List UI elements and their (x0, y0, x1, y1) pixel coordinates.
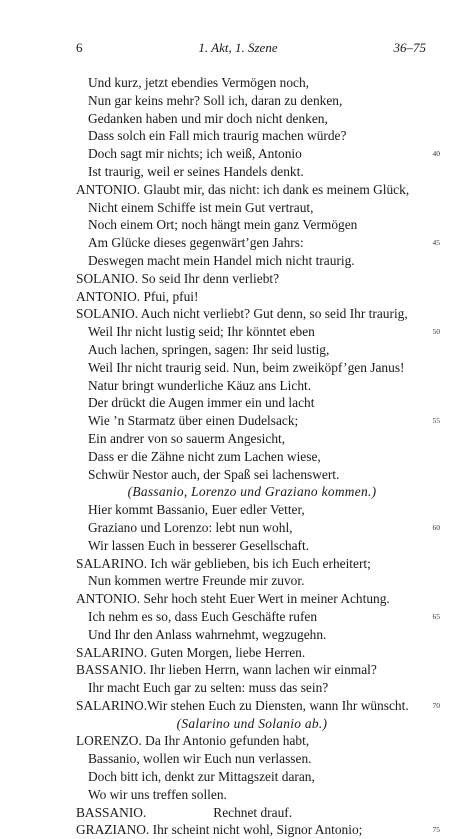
verse-line (76, 572, 428, 590)
line-text: Am Glücke dieses gegenwärt’gen Jahrs: (88, 235, 304, 251)
line-text: Doch bitt ich, denkt zur Mittagszeit daran, (88, 769, 315, 785)
line-text: Bassanio, wollen wir Euch nun verlassen. (88, 751, 312, 767)
play-text (76, 74, 440, 839)
line-text: (Salarino und Solanio ab.) (176, 715, 328, 731)
verse-line (76, 750, 428, 768)
line-text: Noch einem Ort; noch hängt mein ganz Vermögen (88, 217, 358, 233)
verse-line (76, 110, 428, 128)
line-text: Und kurz, jetzt ebendies Vermögen noch, (88, 75, 310, 90)
line-text: Deswegen macht mein Handel mich nicht traurig. (88, 252, 355, 268)
line-text: Dass er die Zähne nicht zum Lachen wiese, (88, 448, 321, 464)
line-text: Der drückt die Augen immer ein und lacht (88, 395, 315, 411)
stage-direction (76, 715, 428, 733)
line-number: 55 (432, 416, 440, 426)
line-text: Nun kommen wertre Freunde mir zuvor. (88, 573, 305, 589)
verse-line (76, 626, 428, 644)
verse-line (76, 199, 428, 217)
stage-direction (76, 483, 428, 501)
verse-line (76, 127, 428, 145)
line-text: BASSANIO. Rechnet drauf. (76, 804, 293, 820)
line-text: Doch sagt mir nichts; ich weiß, Antonio (88, 146, 302, 162)
verse-line (76, 821, 440, 839)
line-text: Wir lassen Euch in besserer Gesellschaft. (88, 537, 310, 553)
line-text: Weil Ihr nicht lustig seid; Ihr könntet eben (88, 324, 315, 340)
verse-line (76, 412, 440, 430)
line-text: Schwür Nestor auch, der Spaß sei lachenswert. (88, 466, 340, 482)
verse-line (76, 590, 428, 608)
line-number: 70 (432, 700, 440, 710)
verse-line (76, 181, 428, 199)
line-text: (Bassanio, Lorenzo und Graziano kommen.) (127, 484, 377, 500)
line-text: Wo wir uns treffen sollen. (88, 786, 227, 802)
line-text: Ihr macht Euch gar zu selten: muss das sein? (88, 680, 329, 696)
verse-line (76, 804, 428, 822)
verse-line (76, 270, 428, 288)
line-text: Gedanken haben und mir doch nicht denken, (88, 110, 328, 126)
verse-range: 36–75 (393, 40, 426, 55)
line-text: Hier kommt Bassanio, Euer edler Vetter, (88, 502, 305, 518)
verse-line (76, 501, 428, 519)
verse-line (76, 519, 440, 537)
verse-line (76, 608, 440, 626)
verse-line (76, 305, 428, 323)
line-text: Ein andrer von so sauerm Angesicht, (88, 430, 286, 446)
line-text: Auch lachen, springen, sagen: Ihr seid lustig, (88, 341, 330, 357)
line-number: 40 (432, 149, 440, 159)
line-text: Natur bringt wunderliche Käuz ans Licht. (88, 377, 312, 393)
line-text: BASSANIO. Ihr lieben Herrn, wann lachen wir einmal? (76, 662, 377, 678)
verse-line (76, 341, 428, 359)
line-text: Nicht einem Schiffe ist mein Gut vertraut, (88, 199, 314, 215)
verse-line (76, 555, 428, 573)
line-text: Weil Ihr nicht traurig seid. Nun, beim zweiköpf’gen Janus! (88, 359, 405, 375)
verse-line (76, 732, 428, 750)
line-text: SOLANIO. Auch nicht verliebt? Gut denn, so seid Ihr traurig, (76, 306, 408, 322)
verse-line (76, 430, 428, 448)
line-text: LORENZO. Da Ihr Antonio gefunden habt, (76, 733, 310, 749)
verse-line (76, 537, 428, 555)
verse-line (76, 377, 428, 395)
verse-line (76, 234, 440, 252)
act-scene-title: 1. Akt, 1. Szene (198, 40, 278, 55)
verse-line (76, 644, 428, 662)
line-number: 65 (432, 611, 440, 621)
line-text: Nun gar keins mehr? Soll ich, daran zu denken, (88, 92, 343, 108)
line-number: 75 (432, 825, 440, 835)
line-text: Ist traurig, weil er seines Handels denkt. (88, 163, 304, 179)
line-text: ANTONIO. Glaubt mir, das nicht: ich dank es meinem Glück, (76, 181, 410, 197)
verse-line (76, 394, 428, 412)
line-text: Wie ’n Starmatz über einen Dudelsack; (88, 413, 299, 429)
line-text: Graziano und Lorenzo: lebt nun wohl, (88, 519, 293, 535)
line-text: Dass solch ein Fall mich traurig machen würde? (88, 128, 347, 144)
verse-line (76, 163, 428, 181)
line-number: 50 (432, 327, 440, 337)
line-number: 45 (432, 238, 440, 248)
verse-line (76, 216, 428, 234)
line-text: SALARINO.Wir stehen Euch zu Diensten, wann Ihr wünscht. (76, 697, 409, 713)
line-number: 60 (432, 522, 440, 532)
line-text: Ich nehm es so, dass Euch Geschäfte rufen (88, 608, 318, 624)
line-text: GRAZIANO. Ihr scheint nicht wohl, Signor Antonio; (76, 822, 363, 838)
verse-line (76, 92, 428, 110)
verse-line (76, 288, 428, 306)
line-text: ANTONIO. Pfui, pfui! (76, 288, 199, 304)
verse-line (76, 661, 428, 679)
verse-line (76, 323, 440, 341)
verse-line (76, 359, 428, 377)
verse-line (76, 145, 440, 163)
line-text: ANTONIO. Sehr hoch steht Euer Wert in meiner Achtung. (76, 591, 390, 607)
verse-line (76, 252, 428, 270)
verse-line (76, 74, 428, 92)
verse-line (76, 786, 428, 804)
line-text: SALARINO. Ich wär geblieben, bis ich Euch erheitert; (76, 555, 371, 571)
line-text: Und Ihr den Anlass wahrnehmt, wegzugehn. (88, 626, 327, 642)
line-text: SOLANIO. So seid Ihr denn verliebt? (76, 270, 280, 286)
line-text: SALARINO. Guten Morgen, liebe Herren. (76, 644, 306, 660)
verse-line (76, 466, 428, 484)
running-header (0, 40, 476, 60)
verse-line (76, 448, 428, 466)
verse-line (76, 679, 428, 697)
verse-line (76, 697, 440, 715)
page-number: 6 (76, 40, 83, 55)
verse-line (76, 768, 428, 786)
